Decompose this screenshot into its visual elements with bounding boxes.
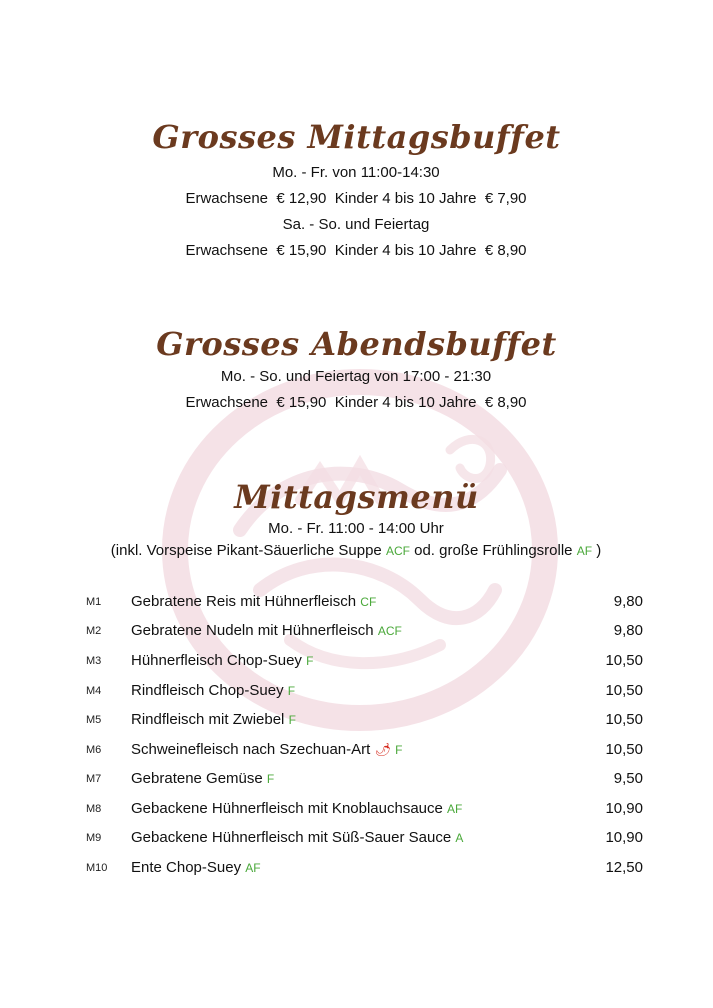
- note-middle: od. große Frühlingsrolle: [414, 542, 573, 559]
- note-prefix: (inkl. Vorspeise Pikant-Säuerliche Suppe: [110, 542, 382, 559]
- item-name: Gebackene Hühnerfleisch mit Knoblauchsauce: [131, 800, 443, 817]
- item-code: M3: [86, 655, 102, 667]
- item-name: Ente Chop-Suey: [131, 859, 242, 876]
- menu-item: [0, 682, 713, 706]
- lunch-menu-title: Mittagsmenü: [234, 478, 479, 516]
- item-name-wrap: [131, 682, 295, 699]
- item-name: Rindfleisch mit Zwiebel: [131, 711, 285, 728]
- menu-item: [0, 770, 713, 794]
- item-allergens: CF: [360, 595, 377, 609]
- item-code: M8: [86, 803, 102, 815]
- lunch-buffet-weekday-hours: Mo. - Fr. von 11:00-14:30: [272, 164, 440, 181]
- note-suffix: ): [596, 542, 602, 559]
- item-name: Hühnerfleisch Chop-Suey: [131, 652, 302, 669]
- item-price: 10,90: [605, 829, 643, 846]
- item-price: 9,50: [613, 770, 643, 787]
- item-allergens: F: [395, 743, 403, 757]
- item-name-wrap: [131, 770, 274, 787]
- item-code: M2: [86, 625, 102, 637]
- item-allergens: A: [455, 831, 464, 845]
- item-code: M5: [86, 714, 102, 726]
- item-allergens: F: [287, 684, 296, 698]
- lunch-buffet-weekday-prices: Erwachsene € 12,90 Kinder 4 bis 10 Jahre € 7,90: [185, 190, 527, 207]
- item-price: 10,50: [605, 711, 643, 728]
- menu-item: [0, 800, 713, 824]
- item-allergens: ACF: [377, 624, 402, 638]
- item-price: 10,50: [605, 741, 643, 758]
- lunch-buffet-weekend-days: Sa. - So. und Feiertag: [282, 216, 430, 233]
- menu-item: [0, 622, 713, 646]
- item-code: M1: [86, 596, 102, 608]
- lunch-buffet-weekend-prices: Erwachsene € 15,90 Kinder 4 bis 10 Jahre € 8,90: [185, 242, 527, 259]
- menu-item: [0, 652, 713, 676]
- item-name: Gebratene Reis mit Hühnerfleisch: [131, 593, 357, 610]
- item-price: 10,90: [605, 800, 643, 817]
- item-name: Rindfleisch Chop-Suey: [131, 682, 284, 699]
- item-name-wrap: [131, 622, 402, 639]
- menu-item: [0, 711, 713, 735]
- item-name-wrap: [131, 829, 463, 846]
- item-allergens: F: [288, 713, 296, 727]
- item-name: Gebackene Hühnerfleisch mit Süß-Sauer Sauce: [131, 829, 452, 846]
- item-name-wrap: [131, 652, 313, 669]
- item-price: 9,80: [613, 593, 643, 610]
- item-allergens: AF: [245, 861, 261, 875]
- note-allergen-roll: AF: [576, 544, 593, 558]
- menu-item: [0, 829, 713, 853]
- item-code: M6: [86, 744, 102, 756]
- chili-icon: 🌶︎: [374, 742, 391, 757]
- item-name-wrap: [131, 593, 376, 610]
- menu-item: [0, 859, 713, 883]
- item-code: M9: [86, 832, 102, 844]
- item-price: 10,50: [605, 682, 643, 699]
- lunch-menu-hours: Mo. - Fr. 11:00 - 14:00 Uhr: [268, 520, 444, 537]
- lunch-menu-note: [0, 542, 713, 559]
- item-allergens: F: [266, 772, 275, 786]
- item-name-wrap: [131, 859, 261, 876]
- dinner-buffet-title: Grosses Abendsbuffet: [156, 325, 557, 363]
- item-price: 9,80: [613, 622, 643, 639]
- menu-item: [0, 593, 713, 617]
- menu-item: [0, 741, 713, 765]
- item-price: 12,50: [605, 859, 643, 876]
- dinner-buffet-prices: Erwachsene € 15,90 Kinder 4 bis 10 Jahre € 8,90: [185, 394, 527, 411]
- item-name-wrap: [131, 741, 403, 758]
- item-name: Gebratene Gemüse: [131, 770, 263, 787]
- item-allergens: F: [306, 654, 314, 668]
- item-name: Gebratene Nudeln mit Hühnerfleisch: [131, 622, 374, 639]
- item-allergens: AF: [447, 802, 463, 816]
- note-allergen-soup: ACF: [385, 544, 410, 558]
- item-name-wrap: [131, 711, 296, 728]
- item-price: 10,50: [605, 652, 643, 669]
- item-name-wrap: [131, 800, 462, 817]
- item-name: Schweinefleisch nach Szechuan-Art: [131, 741, 371, 758]
- lunch-buffet-title: Grosses Mittagsbuffet: [152, 118, 561, 156]
- dinner-buffet-hours: Mo. - So. und Feiertag von 17:00 - 21:30: [220, 368, 492, 385]
- item-code: M4: [86, 685, 102, 697]
- item-code: M10: [86, 862, 108, 874]
- item-code: M7: [86, 773, 102, 785]
